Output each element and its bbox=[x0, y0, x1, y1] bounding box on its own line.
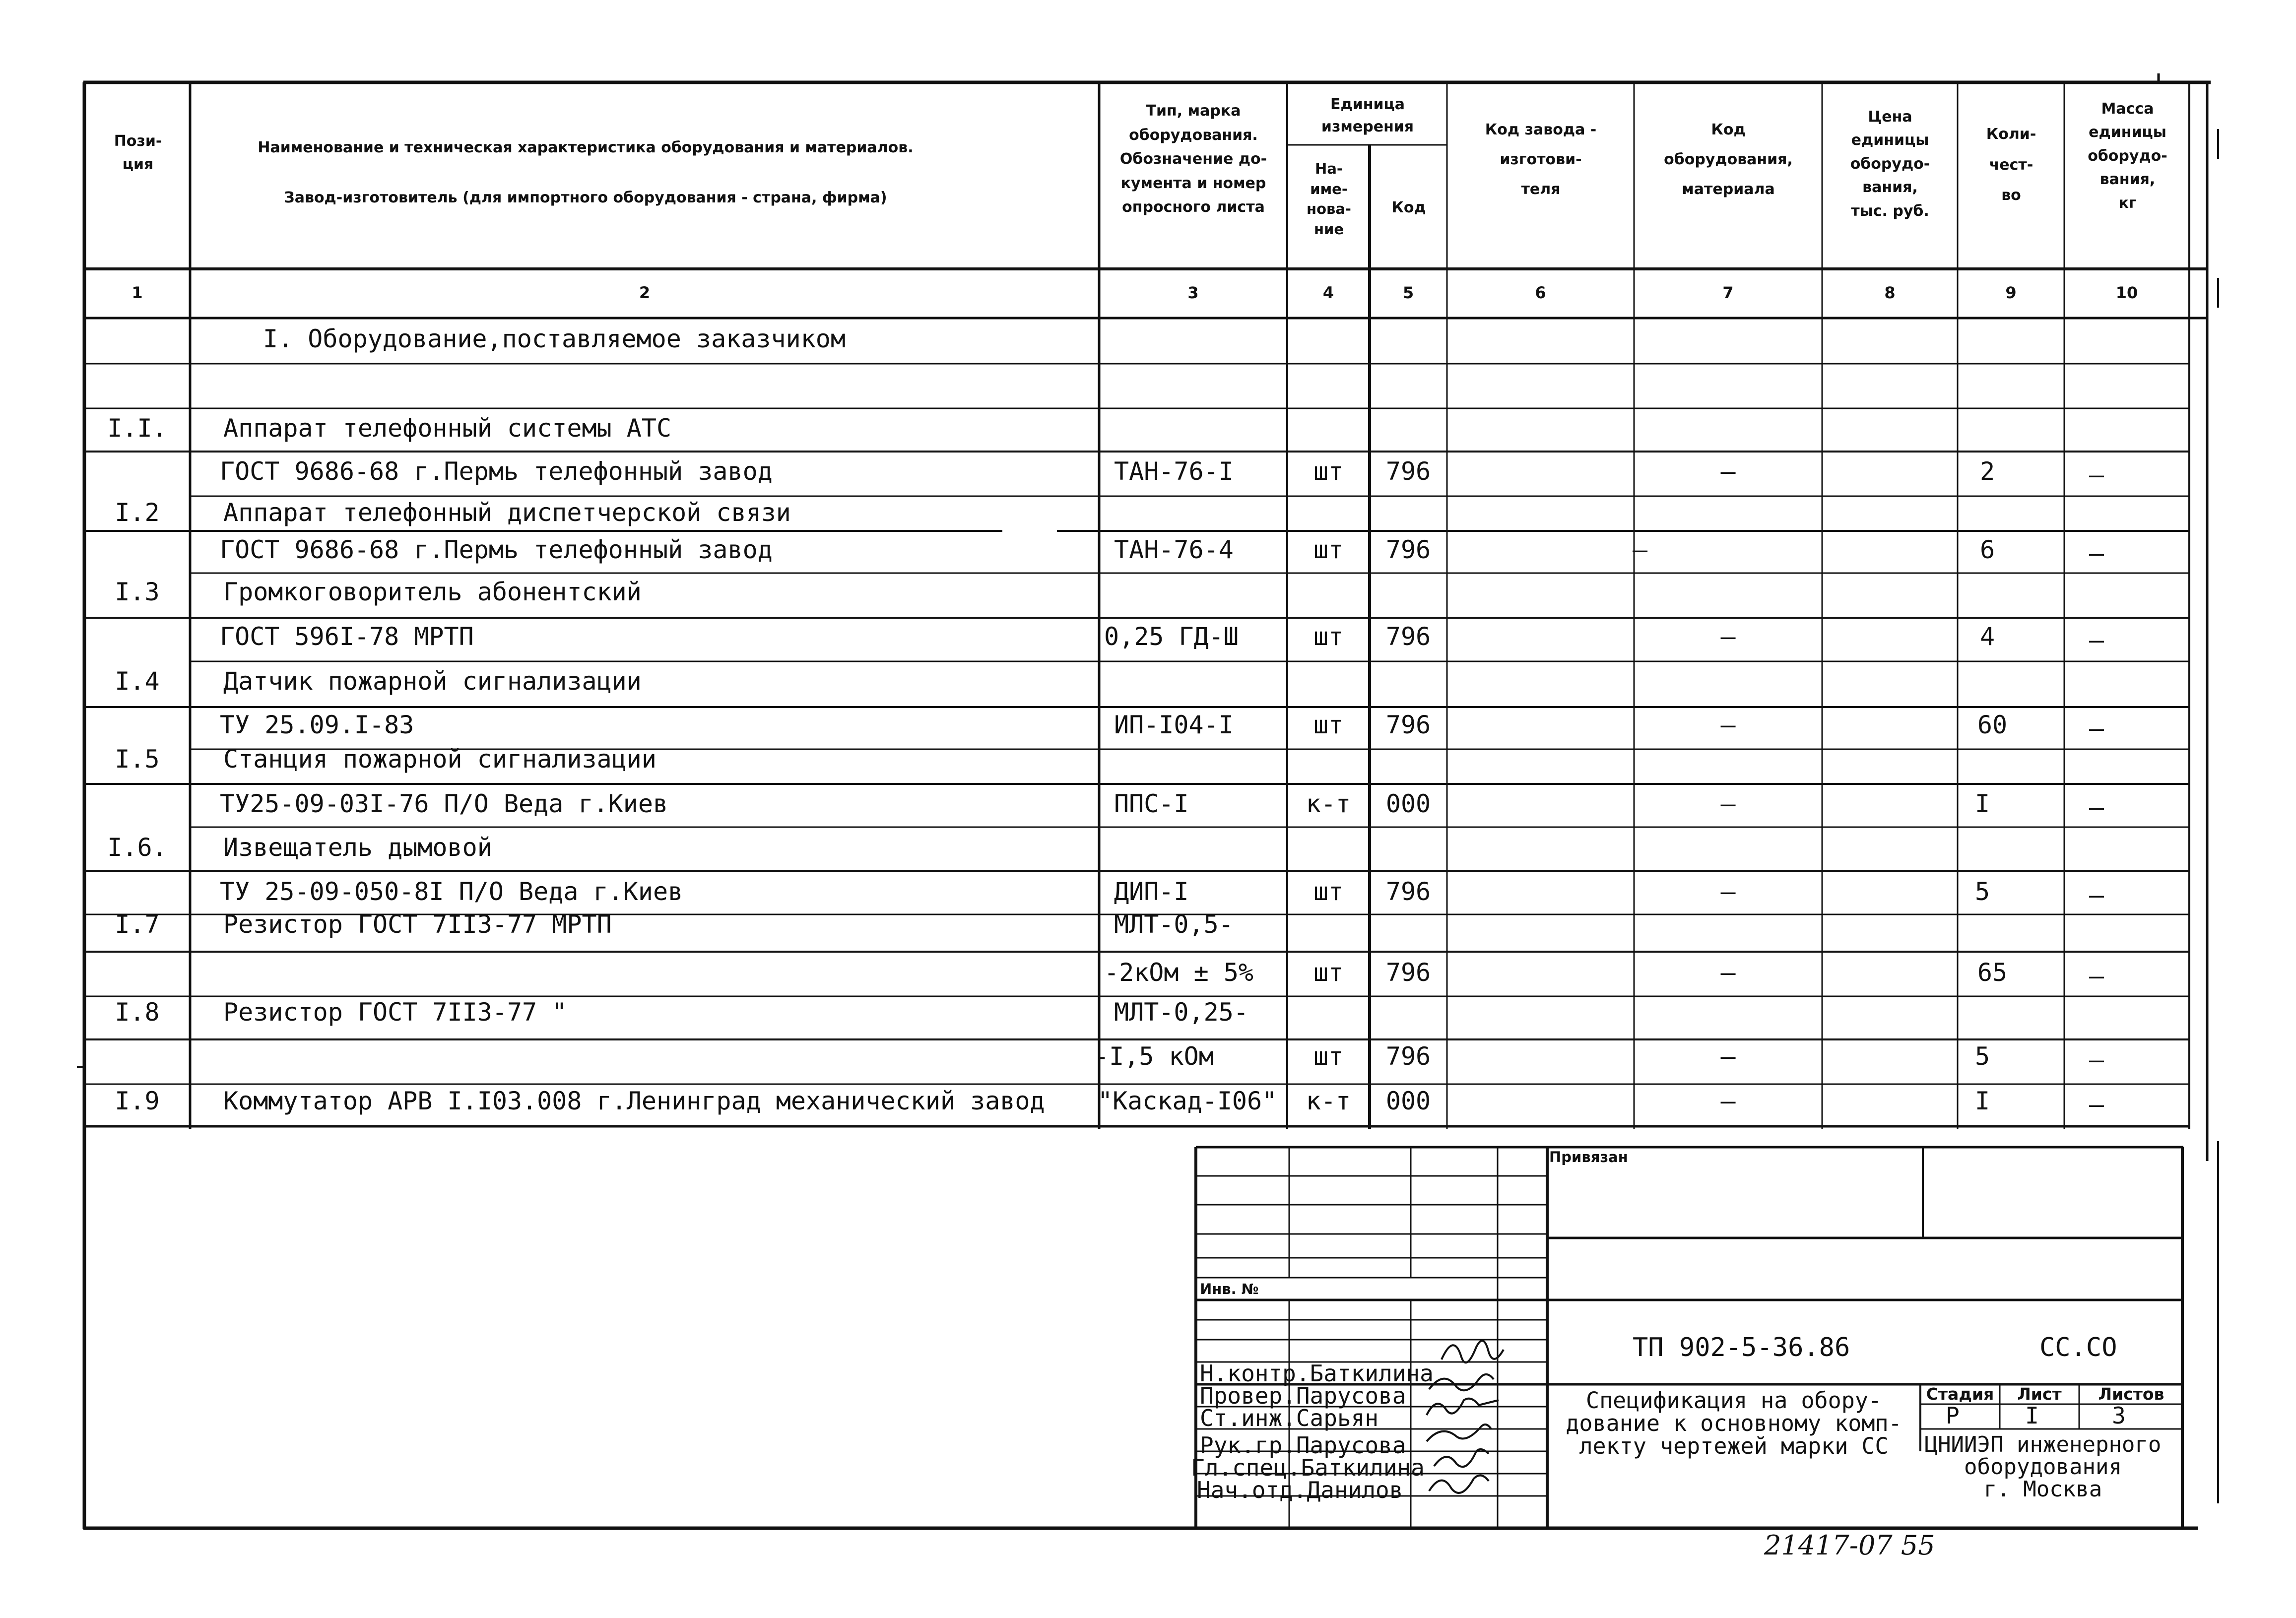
row-name: Датчик пожарной сигнализации bbox=[223, 667, 642, 696]
row-pos: I.4 bbox=[115, 667, 160, 696]
col-number-8: 8 bbox=[1884, 283, 1896, 302]
row-type: "Каскад-I06" bbox=[1098, 1087, 1277, 1115]
row-mass: – bbox=[2089, 1090, 2104, 1119]
row-qty: 5 bbox=[1974, 877, 1990, 906]
tb-signer: Ст.инж.Сарьян bbox=[1200, 1405, 1379, 1431]
tb-sheets-label: Листов bbox=[2098, 1384, 2165, 1404]
row-mass: – bbox=[2089, 714, 2104, 743]
header-unit-code: Код bbox=[1391, 199, 1426, 216]
row-type: МЛТ-0,25- bbox=[1114, 998, 1248, 1027]
col-number-9: 9 bbox=[2005, 283, 2017, 302]
header-price: Цена единицы оборудо- вания, тыс. руб. bbox=[1850, 108, 1930, 220]
signature-mark bbox=[1442, 1341, 1504, 1362]
header-unit-name: На- име- нова- ние bbox=[1307, 160, 1351, 238]
tb-signer: Гл.спец.Баткилина bbox=[1191, 1454, 1425, 1481]
row-mass: – bbox=[2089, 460, 2104, 489]
header-position: Пози- ция bbox=[114, 132, 162, 173]
header-name-line1: Наименование и техническая характеристика оборудования и материалов. bbox=[258, 139, 914, 156]
row-type: ТАН-76-4 bbox=[1114, 535, 1234, 564]
row-unit: шт bbox=[1313, 1042, 1344, 1071]
row-pos: I.I. bbox=[107, 414, 167, 443]
col-number-1: 1 bbox=[131, 283, 143, 302]
row-name: ГОСТ 9686-68 г.Пермь телефонный завод bbox=[220, 457, 773, 486]
row-code: 796 bbox=[1385, 877, 1431, 906]
row-name: ГОСТ 596I-78 МРТП bbox=[220, 622, 474, 651]
row-name: ТУ25-09-03I-76 П/О Веда г.Киев bbox=[220, 789, 668, 818]
header-type: Тип, марка оборудования. Обозначение до- кумента и номер опросного листа bbox=[1119, 102, 1267, 216]
row-name: Извещатель дымовой bbox=[223, 833, 492, 862]
tb-organization: ЦНИИЭП инженерного оборудования г. Москва bbox=[1924, 1432, 2162, 1502]
row-mass: – bbox=[2089, 539, 2104, 568]
row-name: Станция пожарной сигнализации bbox=[223, 745, 656, 774]
row-pos: I.3 bbox=[115, 578, 160, 606]
signature-mark bbox=[1434, 1449, 1489, 1467]
row-qty: 65 bbox=[1977, 958, 2008, 987]
row-code: 796 bbox=[1385, 1042, 1431, 1071]
row-name: ТУ 25-09-050-8I П/О Веда г.Киев bbox=[220, 877, 683, 906]
row-mass: – bbox=[2089, 962, 2104, 990]
row-type: ИП-I04-I bbox=[1114, 711, 1234, 739]
header-equip-code: Код оборудования, материала bbox=[1664, 121, 1793, 198]
row-unit: шт bbox=[1313, 622, 1344, 651]
tb-signer: Н.контр.Баткилина bbox=[1200, 1360, 1434, 1387]
col-number-4: 4 bbox=[1322, 283, 1334, 302]
row-pos: I.2 bbox=[115, 498, 160, 527]
header-qty: Коли- чест- во bbox=[1986, 126, 2036, 204]
tb-stage: Р bbox=[1946, 1402, 1960, 1429]
row-equip-code: – bbox=[1720, 877, 1736, 906]
row-name: Резистор ГОСТ 7II3-77 МРТП bbox=[223, 910, 612, 939]
signature-mark bbox=[1427, 1399, 1499, 1415]
row-equip-code: – bbox=[1633, 535, 1648, 564]
row-mass: – bbox=[2089, 793, 2104, 822]
row-name: Аппарат телефонный системы АТС bbox=[223, 414, 672, 443]
row-type: ППС-I bbox=[1114, 789, 1189, 818]
row-code: 000 bbox=[1385, 789, 1431, 818]
tb-signer: Нач.отд.Данилов bbox=[1197, 1477, 1403, 1503]
row-pos: I.8 bbox=[115, 998, 160, 1027]
footer-handwritten-number: 21417-07 55 bbox=[1764, 1530, 1935, 1561]
row-qty: I bbox=[1974, 1087, 1990, 1115]
row-unit: шт bbox=[1313, 877, 1344, 906]
row-name: Аппарат телефонный диспетчерской связи bbox=[223, 498, 791, 527]
tb-signer: Рук.гр.Парусова bbox=[1200, 1432, 1406, 1459]
row-unit: шт bbox=[1313, 711, 1344, 739]
row-name: Резистор ГОСТ 7II3-77 " bbox=[223, 998, 567, 1027]
row-type: ДИП-I bbox=[1114, 877, 1189, 906]
header-unit: Единица измерения bbox=[1321, 96, 1414, 135]
row-type: ТАН-76-I bbox=[1114, 457, 1234, 486]
signature-mark bbox=[1429, 1374, 1494, 1390]
row-qty: 60 bbox=[1977, 711, 2008, 739]
row-code: 796 bbox=[1385, 711, 1431, 739]
col-number-5: 5 bbox=[1402, 283, 1414, 302]
row-type: -2кОм ± 5% bbox=[1104, 958, 1254, 987]
row-code: 796 bbox=[1385, 958, 1431, 987]
tb-doc-code: ТП 902-5-36.86 bbox=[1633, 1333, 1850, 1362]
tb-stage-label: Стадия bbox=[1926, 1384, 1994, 1404]
tb-sheet-label: Лист bbox=[2017, 1384, 2062, 1404]
row-type: -I,5 кОм bbox=[1094, 1042, 1214, 1071]
row-qty: I bbox=[1974, 789, 1990, 818]
row-mass: – bbox=[2089, 881, 2104, 909]
row-name: Коммутатор АРВ I.I03.008 г.Ленинград механический завод bbox=[223, 1087, 1045, 1115]
row-name: Громкоговоритель абонентский bbox=[223, 578, 642, 606]
row-equip-code: – bbox=[1720, 1087, 1736, 1115]
row-code: 796 bbox=[1385, 535, 1431, 564]
row-name: ТУ 25.09.I-83 bbox=[220, 711, 414, 739]
row-equip-code: – bbox=[1720, 457, 1736, 486]
section-title: I. Оборудование,поставляемое заказчиком bbox=[263, 324, 846, 353]
row-qty: 2 bbox=[1979, 457, 1995, 486]
row-code: 000 bbox=[1385, 1087, 1431, 1115]
row-unit: шт bbox=[1313, 958, 1344, 987]
col-number-10: 10 bbox=[2115, 283, 2138, 302]
row-type: 0,25 ГД-Ш bbox=[1104, 622, 1239, 651]
row-equip-code: – bbox=[1720, 1042, 1736, 1071]
row-unit: шт bbox=[1313, 457, 1344, 486]
row-equip-code: – bbox=[1720, 958, 1736, 987]
row-qty: 4 bbox=[1979, 622, 1995, 651]
row-qty: 5 bbox=[1974, 1042, 1990, 1071]
row-mass: – bbox=[2089, 626, 2104, 654]
header-name-line2: Завод-изготовитель (для импортного оборудования - страна, фирма) bbox=[284, 189, 887, 206]
row-equip-code: – bbox=[1720, 711, 1736, 739]
row-equip-code: – bbox=[1720, 622, 1736, 651]
row-unit: к-т bbox=[1306, 1087, 1351, 1115]
col-number-7: 7 bbox=[1722, 283, 1734, 302]
col-number-2: 2 bbox=[639, 283, 651, 302]
tb-signer: Провер.Парусова bbox=[1200, 1382, 1406, 1409]
row-code: 796 bbox=[1385, 457, 1431, 486]
row-name: ГОСТ 9686-68 г.Пермь телефонный завод bbox=[220, 535, 773, 564]
row-pos: I.9 bbox=[115, 1087, 160, 1115]
row-equip-code: – bbox=[1720, 789, 1736, 818]
signature-mark bbox=[1429, 1476, 1489, 1493]
tb-mark: СС.СО bbox=[2039, 1333, 2117, 1362]
row-type: МЛТ-0,5- bbox=[1114, 910, 1234, 939]
tb-sheet: I bbox=[2025, 1402, 2039, 1429]
row-mass: – bbox=[2089, 1045, 2104, 1074]
tb-sheets: 3 bbox=[2112, 1402, 2126, 1429]
header-mass: Масса единицы оборудо- вания, кг bbox=[2088, 100, 2167, 212]
tb-inv-no: Инв. № bbox=[1200, 1281, 1259, 1297]
row-code: 796 bbox=[1385, 622, 1431, 651]
tb-privyazan: Привязан bbox=[1549, 1149, 1628, 1165]
col-number-6: 6 bbox=[1535, 283, 1546, 302]
row-unit: шт bbox=[1313, 535, 1344, 564]
row-pos: I.7 bbox=[115, 910, 160, 939]
row-unit: к-т bbox=[1306, 789, 1351, 818]
col-number-3: 3 bbox=[1187, 283, 1199, 302]
signature-mark bbox=[1427, 1424, 1491, 1441]
row-pos: I.5 bbox=[115, 745, 160, 774]
row-qty: 6 bbox=[1979, 535, 1995, 564]
header-maker-code: Код завода - изготови- теля bbox=[1485, 121, 1597, 198]
row-pos: I.6. bbox=[107, 833, 167, 862]
tb-title: Спецификация на обору- дование к основному комп- лекту чертежей марки СС bbox=[1566, 1387, 1902, 1459]
